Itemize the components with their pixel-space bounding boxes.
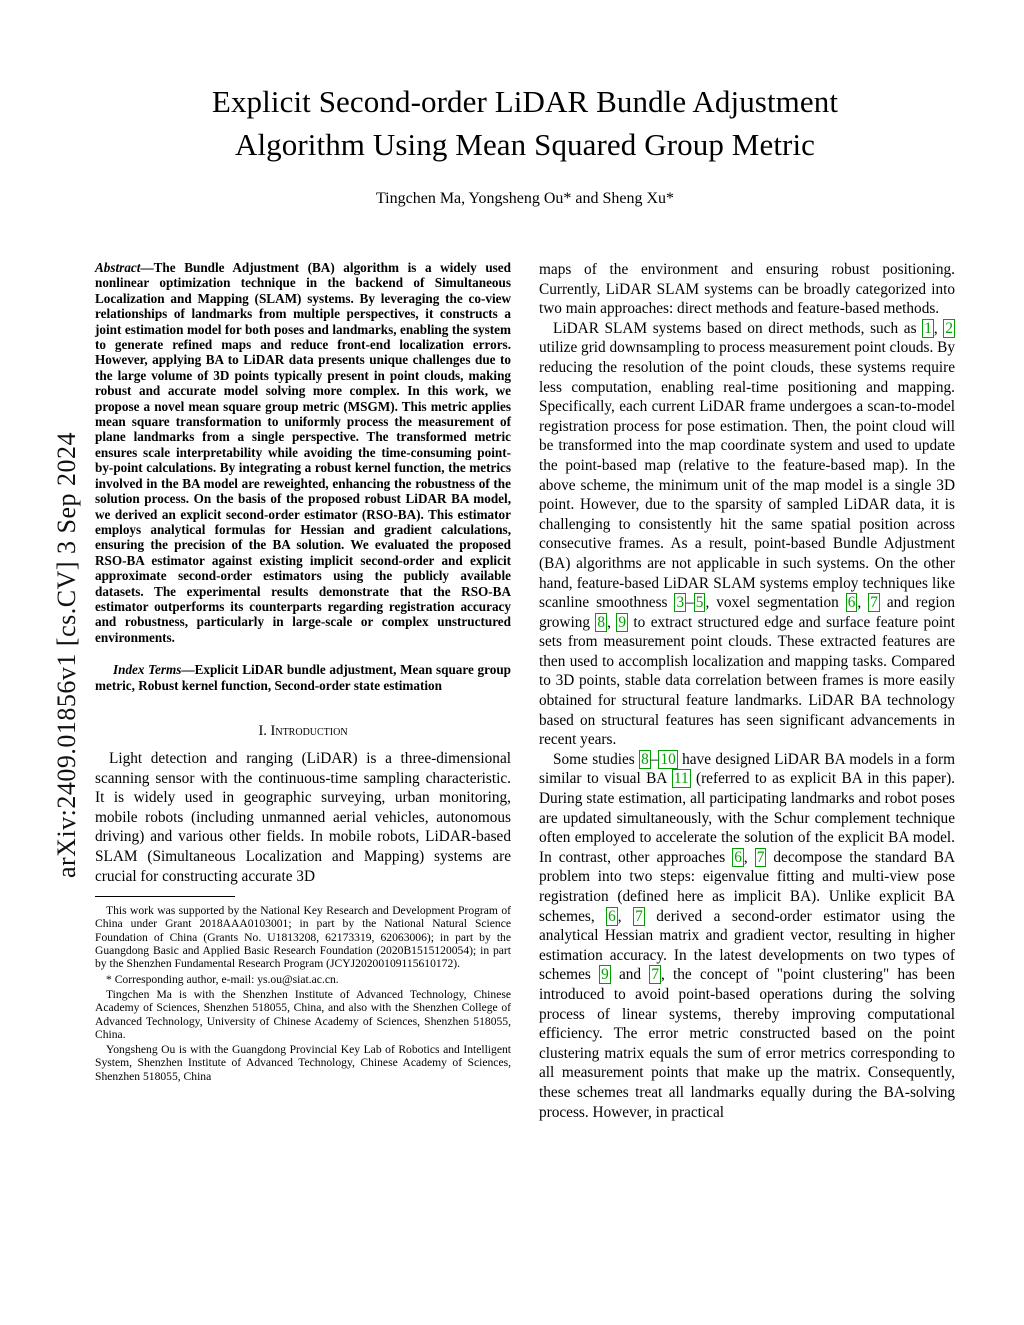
citation-link[interactable]: 1 bbox=[924, 319, 932, 337]
rp3-seg-b: have designed LiDAR BA models in a form similar to visual BA bbox=[539, 750, 955, 788]
rp3-seg-c: (referred to as explicit BA in this paper). During state estimation, all participating landmarks and robot poses are updated simultaneously, with the Schur complement technique often employed to accelerate the solution of the explicit BA model. In contrast, other approaches bbox=[539, 770, 955, 866]
right-paragraph-3: Some studies 8 – 10 have designed LiDAR BA models in a form similar to visual BA 11 (referred to as explicit BA in this paper). During state estimation, all participating landmarks and robot poses are updated simultaneously, with the Schur complement technique often employed to accelerate the solution of the explicit BA model. In contrast, other approaches 6 , 7 decompose the standard BA problem into two steps: eigenvalue fitting and multi-view pose registration (defined here as implicit BA). Unlike explicit BA schemes, 6 , 7 derived a second-order estimator using the analytical Hessian matrix and gradient vector, resulting in higher estimation accuracy. In the latest developments on two types of schemes 9 and 7 , the concept of "point clustering" has been introduced to avoid point-based operations during the solving process of linear systems, thereby improving computational efficiency. The error metric constructed based on the point clustering matrix equals the sum of error metrics corresponding to all measurement points that make up the matrix. Consequently, these schemes treat all landmarks equally during the BA-solving process. However, in practical bbox=[539, 750, 956, 1121]
citation-link[interactable]: 7 bbox=[756, 848, 765, 866]
footnote-rule bbox=[95, 896, 235, 897]
rp2-seg-a: LiDAR SLAM systems based on direct methods, such as bbox=[553, 319, 923, 337]
citation-link[interactable]: 9 bbox=[618, 613, 626, 631]
citation-link[interactable]: 6 bbox=[608, 907, 616, 925]
rp2-seg-e: to extract structured edge and surface feature point sets from measurement point clouds. These extracted features are then used to accomplish localization and mapping tasks. Compared to 3D points, stable data correlation between frames is more easily obtained for structural feature landmarks. LiDAR BA technology based on structural features has seen significant advancements in recent years. bbox=[539, 613, 955, 749]
right-paragraph-1: maps of the environment and ensuring robust positioning. Currently, LiDAR SLAM systems can be broadly categorized into two main approaches: direct methods and feature-based methods. bbox=[539, 261, 955, 318]
right-paragraph-2: LiDAR SLAM systems based on direct methods, such as 1 , 2 utilize grid downsampling to process measurement point clouds. By reducing the resolution of the point clouds, these systems require less computation, enabling real-time positioning and mapping. Specifically, each current LiDAR frame undergoes a scan-to-model registration process for pose estimation. Then, the point cloud will be transformed into the map coordinate system and used to update the point-based map (relative to the feature-based map). In the above scheme, the minimum unit of the map model is a single 3D point. However, due to the sparsity of sampled LiDAR data, it is challenging to consistently hit the same spatial position across consecutive frames. As a result, point-based Bundle Adjustment (BA) algorithms are not applicable in such systems. On the other hand, feature-based LiDAR SLAM systems employ techniques like scanline smoothness 3 – 5 , voxel segmentation 6 , 7 and region growing 8 , 9 to extract structured edge and surface feature point sets from measurement point clouds. These extracted features are then used to accomplish localization and mapping tasks. Compared to 3D points, stable data correlation between frames is more easily obtained for structural feature landmarks. LiDAR BA technology based on structural features has seen significant advancements in recent years. bbox=[539, 319, 955, 749]
citation-link[interactable]: 10 bbox=[660, 750, 676, 768]
rp3-seg-f: and bbox=[610, 966, 650, 984]
two-column-body bbox=[95, 260, 955, 1122]
rp3-seg-d: decompose the standard BA problem into two steps: eigenvalue fitting and multi-view pose registration (defined here as implicit BA). Unlike explicit BA schemes, bbox=[539, 848, 956, 925]
intro-paragraph-1: Light detection and ranging (LiDAR) is a three-dimensional scanning sensor with the continuous-time sampling characteristic. It is widely used in geographic surveying, urban monitoring, mobile robots (including unmanned aerial vehicles, autonomous driving) and various other fields. In mobile robots, LiDAR-based SLAM (Simultaneous Localization and Mapping) systems are crucial for constructing accurate 3D bbox=[95, 749, 511, 885]
rp2-seg-c: , voxel segmentation bbox=[705, 594, 846, 612]
index-terms-block bbox=[95, 662, 511, 693]
rp2-seg-d: and region growing bbox=[539, 594, 955, 631]
citation-link[interactable]: 9 bbox=[601, 966, 609, 984]
title-line-2: Algorithm Using Mean Squared Group Metric bbox=[234, 127, 816, 162]
rp3-seg-g: , the concept of "point clustering" has been introduced to avoid point-based operations during the solving process of linear systems, thereby improving computational efficiency. The error metric constructed based on the point clustering matrix equals the sum of error metrics corresponding to all measurement points that make up the matrix. Consequently, these schemes treat all landmarks equally during the BA-solving process. However, in practical bbox=[539, 966, 955, 1121]
citation-link[interactable]: 3 bbox=[676, 594, 685, 612]
footnote-affiliation-1: Tingchen Ma is with the Shenzhen Institute of Advanced Technology, Chinese Academy of Sciences, Shenzhen 518055, China, and also with the Shenzhen College of Advanced Technology, University of Chinese Academy of Sciences, Shenzhen 518055, China. bbox=[95, 987, 511, 1041]
citation-link[interactable]: 7 bbox=[635, 907, 643, 925]
index-terms-text: —Explicit LiDAR bundle adjustment, Mean square group metric, Robust kernel function, Second-order state estimation bbox=[95, 662, 511, 693]
arxiv-identifier-stamp: arXiv:2409.01856v1 [cs.CV] 3 Sep 2024 bbox=[52, 432, 81, 879]
citation-link[interactable]: 11 bbox=[673, 770, 689, 788]
citation-link[interactable]: 2 bbox=[945, 319, 953, 337]
rp2-seg-b: utilize grid downsampling to process measurement point clouds. By reducing the resolution of the point clouds, these systems require less computation, enabling real-time positioning and mapping. Specifically, each current LiDAR frame undergoes a scan-to-model registration process for pose estimation. Then, the point cloud will be transformed into the map coordinate system and used to update the point-based map (relative to the feature-based map). In the above scheme, the minimum unit of the map model is a single 3D point. However, due to the sparsity of sampled LiDAR data, it is challenging to consistently hit the same spatial position across consecutive frames. As a result, point-based Bundle Adjustment (BA) algorithms are not applicable in such systems. On the other hand, feature-based LiDAR SLAM systems employ techniques like scanline smoothness bbox=[539, 339, 955, 612]
footnote-funding: This work was supported by the National Key Research and Development Program of China under Grant 2018AAA0103001; in part by the National Natural Science Foundation of China (Grants No. U1813208, 62173319, 62063006); in part by the Guangdong Basic and Applied Basic Research Foundation (2020B1515120054); in part by the Shenzhen Fundamental Research Program (JCYJ20200109115610172). bbox=[95, 904, 511, 971]
index-terms-label: Index Terms bbox=[113, 662, 182, 678]
title-line-1: Explicit Second-order LiDAR Bundle Adjustment bbox=[211, 84, 839, 119]
citation-link[interactable]: 8 bbox=[597, 613, 606, 631]
footnotes-block bbox=[95, 904, 511, 1083]
right-column bbox=[539, 260, 955, 1122]
author-list: Tingchen Ma, Yongsheng Ou* and Sheng Xu* bbox=[375, 190, 675, 207]
citation-link[interactable]: 7 bbox=[870, 594, 878, 612]
citation-link[interactable]: 8 bbox=[641, 750, 649, 768]
footnote-corresponding-author: * Corresponding author, e-mail: ys.ou@siat.ac.cn. bbox=[106, 972, 339, 986]
citation-link[interactable]: 7 bbox=[651, 966, 659, 984]
rp3-seg-e: derived a second-order estimator using the analytical Hessian matrix and gradient vector, resulting in higher estimation accuracy. In the latest developments on two types of schemes bbox=[539, 907, 955, 984]
section-heading-introduction: I. Introduction bbox=[258, 722, 348, 739]
citation-link[interactable]: 6 bbox=[847, 594, 856, 612]
footnote-affiliation-2: Yongsheng Ou is with the Guangdong Provincial Key Lab of Robotics and Intelligent System, Shenzhen Institute of Advanced Technology, Chinese Academy of Sciences, Shenzhen 518055, China bbox=[95, 1043, 511, 1083]
abstract-text: —The Bundle Adjustment (BA) algorithm is a widely used nonlinear optimization technique in the backend of Simultaneous Localization and Mapping (SLAM) systems. By leveraging the co-view relationships of landmarks from multiple perspectives, it constructs a joint estimation model for both poses and landmarks, enabling the system to generate refined maps and reduce front-end localization errors. However, applying BA to LiDAR data presents unique challenges due to the large volume of 3D points typically present in point clouds, making robust and accurate model solving more complex. In this work, we propose a novel mean square group metric (MSGM). This metric applies mean square transformation to uniformly process the measurement of plane landmarks from a single perspective. The transformed metric ensures scale interpretability while avoiding the time-consuming point-by-point calculations. By integrating a robust kernel function, the metrics involved in the BA model are reweighted, enhancing the robustness of the solution process. On the basis of the proposed robust LiDAR BA model, we derived an explicit second-order estimator (RSO-BA). This estimator employs analytical formulas for Hessian and gradient calculations, ensuring the precision of the BA solution. We evaluated the proposed RSO-BA estimator against existing implicit second-order and explicit approximate second-order estimators using the publicly available datasets. The experimental results demonstrate that the RSO-BA estimator outperforms its counterparts regarding registration accuracy and robustness, particularly in large-scale or complex unstructured environments. bbox=[95, 260, 511, 645]
citation-link[interactable]: 6 bbox=[734, 848, 742, 866]
rp3-seg-a: Some studies bbox=[553, 750, 640, 768]
abstract-block bbox=[95, 260, 511, 645]
left-column bbox=[95, 260, 511, 1122]
citation-link[interactable]: 5 bbox=[695, 594, 704, 612]
abstract-label: Abstract bbox=[95, 260, 141, 275]
paper-content bbox=[95, 80, 955, 1122]
page-title bbox=[125, 80, 925, 166]
